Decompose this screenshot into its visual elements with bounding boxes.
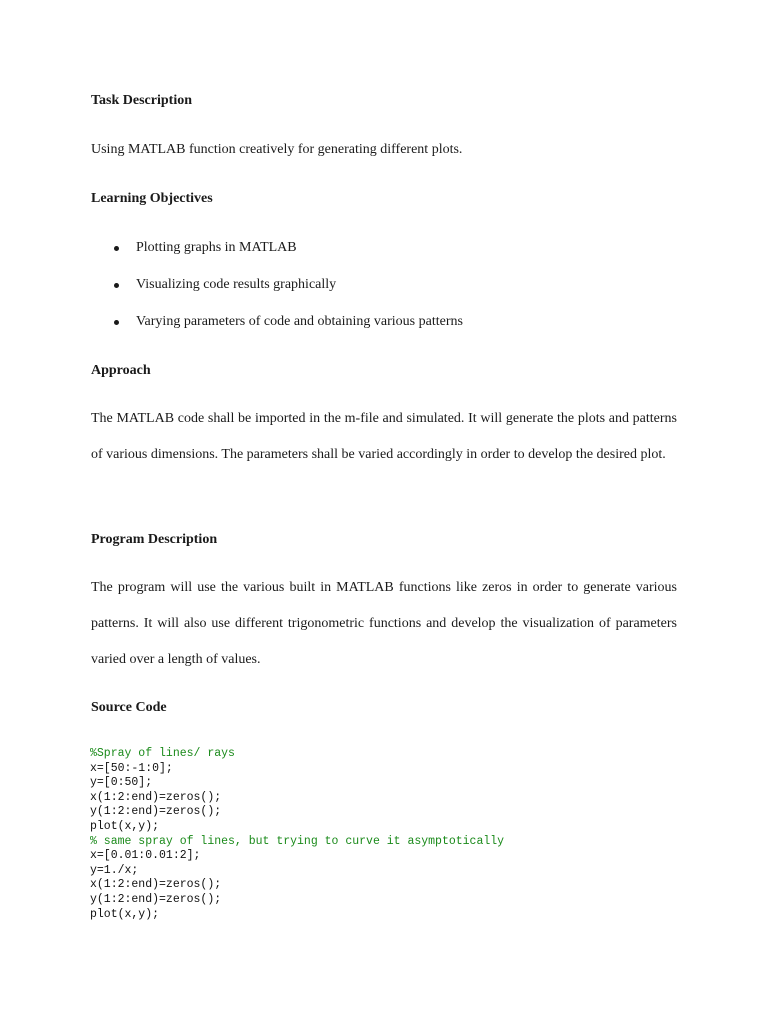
code-line: y(1:2:end)=zeros(); bbox=[90, 805, 222, 819]
approach-heading: Approach bbox=[91, 363, 151, 378]
list-item bbox=[91, 277, 463, 314]
bullet-icon bbox=[114, 246, 119, 251]
list-item bbox=[91, 314, 463, 351]
program-description-text: The program will use the various built in MATLAB functions like zeros in order to generate various patterns. It will also use different trigonometric functions and develop the visualization of parameters varied over a length of values. bbox=[91, 580, 677, 667]
learning-objectives-heading: Learning Objectives bbox=[91, 191, 213, 206]
code-line: plot(x,y); bbox=[90, 907, 160, 921]
code-line: plot(x,y); bbox=[90, 819, 160, 833]
source-code-heading: Source Code bbox=[91, 700, 167, 715]
approach-text: The MATLAB code shall be imported in the m-file and simulated. It will generate the plots and patterns of various dimensions. The parameters shall be varied accordingly in order to develop the desired plot. bbox=[91, 411, 677, 462]
code-line: y=1./x; bbox=[90, 863, 139, 877]
code-line: y=[0:50]; bbox=[90, 776, 153, 790]
task-description-text: Using MATLAB function creatively for generating different plots. bbox=[91, 142, 463, 157]
objective-text: Plotting graphs in MATLAB bbox=[136, 240, 297, 255]
code-line: x(1:2:end)=zeros(); bbox=[90, 878, 222, 892]
objective-text: Visualizing code results graphically bbox=[136, 277, 337, 292]
program-description-heading: Program Description bbox=[91, 532, 218, 547]
bullet-icon bbox=[114, 320, 119, 325]
code-line: x(1:2:end)=zeros(); bbox=[90, 790, 222, 804]
code-line: y(1:2:end)=zeros(); bbox=[90, 892, 222, 906]
code-comment-line: %Spray of lines/ rays bbox=[90, 747, 235, 760]
learning-objectives-list bbox=[91, 240, 463, 351]
code-line: x=[50:-1:0]; bbox=[90, 761, 173, 775]
code-line: x=[0.01:0.01:2]; bbox=[90, 849, 201, 863]
source-code-block bbox=[90, 747, 504, 922]
code-comment-line: % same spray of lines, but trying to curve it asymptotically bbox=[90, 834, 505, 848]
list-item bbox=[91, 240, 463, 277]
bullet-icon bbox=[114, 283, 119, 288]
task-description-heading: Task Description bbox=[91, 93, 193, 108]
objective-text: Varying parameters of code and obtaining various patterns bbox=[136, 314, 463, 329]
